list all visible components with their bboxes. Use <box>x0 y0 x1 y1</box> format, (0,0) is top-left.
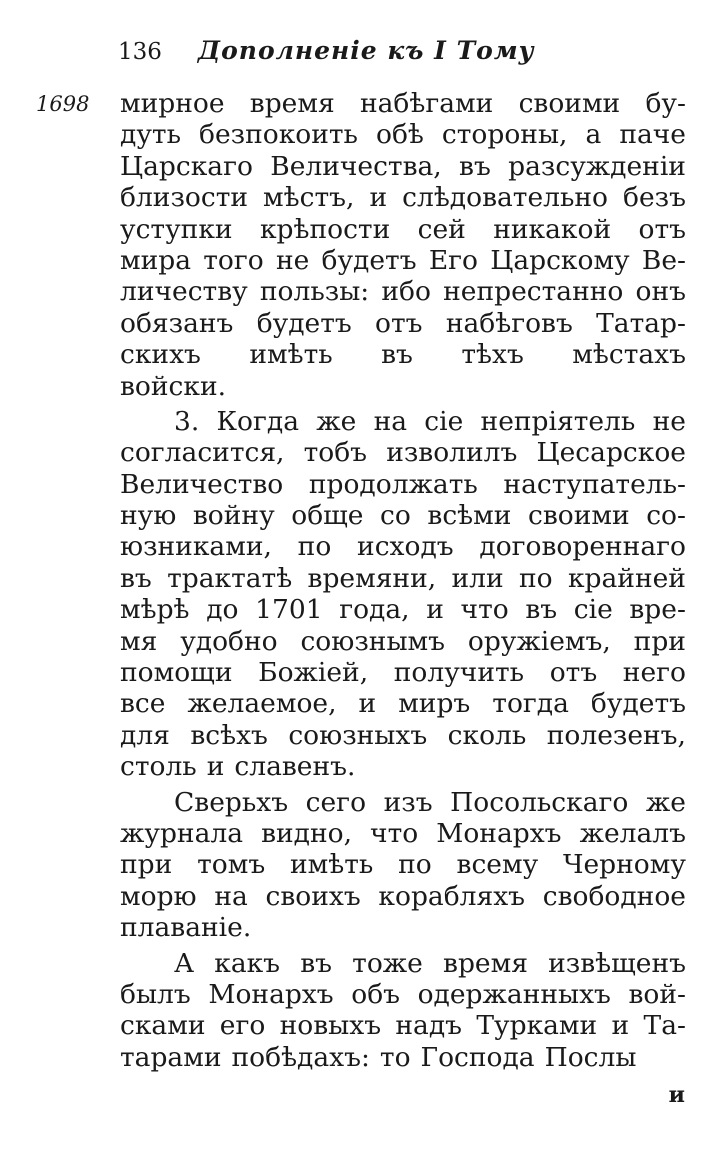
text-line <box>120 371 686 402</box>
word: морю <box>120 880 197 912</box>
word: Цесарское <box>536 437 686 469</box>
text-line <box>120 214 686 245</box>
word: сіе <box>424 405 464 437</box>
text-line <box>120 881 686 912</box>
word: славенъ. <box>234 751 356 783</box>
word: Турками <box>476 1010 598 1042</box>
word: со <box>380 500 411 532</box>
word: мѣрѣ <box>120 594 190 626</box>
word: корабляхъ <box>378 880 526 912</box>
word: Божіей, <box>258 657 369 689</box>
word: въ <box>525 594 558 626</box>
word: полезенъ, <box>546 719 686 751</box>
word: разсужденіи <box>508 150 686 182</box>
word: тѣхъ <box>461 339 524 371</box>
word: набѣгами <box>359 88 494 119</box>
word: года, <box>339 594 410 626</box>
word: скихъ <box>120 339 201 371</box>
word: мирное <box>120 88 225 119</box>
word: Сверьхъ <box>174 786 289 818</box>
word: до <box>206 594 239 626</box>
word: всѣми <box>427 500 512 532</box>
word: Посольскаго <box>450 786 629 818</box>
word: Величество <box>120 468 284 500</box>
word: и <box>369 182 388 214</box>
text-line <box>120 406 686 437</box>
word: былъ <box>120 978 191 1010</box>
word: тогда <box>492 688 569 720</box>
word: будетъ <box>590 688 686 720</box>
word: безпокоить <box>199 119 358 151</box>
word: А <box>174 947 195 979</box>
word: ную <box>120 500 177 532</box>
word: Монархъ <box>208 978 334 1010</box>
word: личеству <box>120 276 248 308</box>
word: видно, <box>261 817 353 849</box>
word: слѣдовательно <box>402 182 609 214</box>
word: союзнымъ <box>300 625 446 657</box>
word: своими <box>518 88 621 119</box>
word: время <box>443 947 528 979</box>
text-line <box>120 948 686 979</box>
word: обязанъ <box>120 307 234 339</box>
text-line <box>120 818 686 849</box>
word: мѣстъ, <box>263 182 355 214</box>
word: юзниками, <box>120 531 272 563</box>
text-line <box>120 720 686 751</box>
word: продолжать <box>308 468 478 500</box>
word: будетъ <box>256 307 352 339</box>
text-line <box>120 531 686 562</box>
word: Царскаго <box>120 150 253 182</box>
word: надъ <box>395 1010 463 1042</box>
word: на <box>373 405 408 437</box>
word: онъ <box>635 276 686 308</box>
word: союзныхъ <box>288 719 428 751</box>
text-line <box>120 626 686 657</box>
word: договореннаго <box>479 531 686 563</box>
word: сего <box>305 786 367 818</box>
word: одержанныхъ <box>417 978 611 1010</box>
word: свободное <box>542 880 686 912</box>
word: въ <box>120 562 152 594</box>
word: войну <box>192 500 275 532</box>
text-line <box>120 787 686 818</box>
word: отъ <box>549 657 598 689</box>
word: новыхъ <box>279 1010 382 1042</box>
word: что <box>460 594 509 626</box>
word: Когда <box>216 405 300 437</box>
word: Послы <box>544 1041 637 1073</box>
word: дуть <box>120 119 181 151</box>
word: плаваніе. <box>120 912 252 944</box>
word: изволилъ <box>386 437 518 469</box>
word: непрестанно <box>443 276 624 308</box>
word: и <box>206 751 225 783</box>
word: паче <box>619 119 686 151</box>
text-line <box>120 182 686 213</box>
word: на <box>214 880 248 912</box>
word: по <box>297 531 332 563</box>
text-line <box>120 119 686 150</box>
word: всему <box>456 849 539 881</box>
word: извѣщенъ <box>548 947 686 979</box>
word: безъ <box>623 182 686 214</box>
word: мя <box>120 625 158 657</box>
word: какъ <box>214 947 281 979</box>
word: миръ <box>398 688 471 720</box>
word: то <box>379 1041 411 1073</box>
text-line <box>120 339 686 370</box>
word: помощи <box>120 657 233 689</box>
body-text <box>120 88 686 1073</box>
text-line <box>120 563 686 594</box>
word: пользы: <box>259 276 370 308</box>
word: будетъ <box>321 244 417 276</box>
text-line <box>120 151 686 182</box>
word: Царскому <box>490 244 630 276</box>
word: мира <box>120 244 192 276</box>
word: него <box>622 657 686 689</box>
word: крайней <box>567 562 686 594</box>
text-line <box>120 1042 686 1073</box>
word: своихъ <box>265 880 361 912</box>
word: сіе <box>573 594 613 626</box>
word: Татар- <box>596 307 686 339</box>
word: имѣть <box>289 849 374 881</box>
text-line <box>120 594 686 625</box>
word: желаемое, <box>187 688 337 720</box>
word: Господа <box>420 1041 535 1073</box>
word: мѣстахъ <box>572 339 686 371</box>
text-line <box>120 500 686 531</box>
word: никакой <box>493 213 612 245</box>
word: отъ <box>638 213 686 245</box>
word: вре- <box>629 594 686 626</box>
word: сками <box>120 1010 206 1042</box>
word: ибо <box>381 276 431 308</box>
text-line <box>120 1010 686 1041</box>
word: Та- <box>643 1010 686 1042</box>
running-title: Дополненіе къ I Тому <box>197 36 535 65</box>
text-line <box>120 245 686 276</box>
word: 1701 <box>255 594 323 626</box>
word: оружіемъ, <box>467 625 611 657</box>
word: 3. <box>174 405 200 437</box>
word: журнала <box>120 817 244 849</box>
word: непріятель <box>480 405 636 437</box>
word: по <box>398 849 432 881</box>
word: Величества, <box>270 150 442 182</box>
word: обще <box>291 500 364 532</box>
word: получить <box>393 657 525 689</box>
word: всѣхъ <box>190 719 268 751</box>
word: наступатель- <box>503 468 686 500</box>
word: набѣговъ <box>445 307 573 339</box>
word: томъ <box>197 849 266 881</box>
word: близости <box>120 182 249 214</box>
word: со- <box>646 500 686 532</box>
text-line <box>120 437 686 468</box>
word: войски. <box>120 370 227 402</box>
word: Черному <box>563 849 686 881</box>
word: своими <box>528 500 630 532</box>
running-header <box>118 36 638 70</box>
text-line <box>120 849 686 880</box>
word: отъ <box>375 307 423 339</box>
word: для <box>120 719 170 751</box>
text-line <box>120 308 686 339</box>
word: при <box>120 849 173 881</box>
word: а <box>585 119 602 151</box>
word: того <box>203 244 264 276</box>
word: Ве- <box>641 244 686 276</box>
catchword: и <box>668 1082 685 1108</box>
word: тарами <box>120 1041 222 1073</box>
word: вой- <box>628 978 686 1010</box>
word: при <box>633 625 686 657</box>
word: трактатѣ <box>167 562 293 594</box>
word: побѣдахъ: <box>231 1041 370 1073</box>
text-line <box>120 657 686 688</box>
text-line <box>120 751 686 782</box>
word: все <box>120 688 166 720</box>
word: въ <box>381 339 413 371</box>
word: изъ <box>383 786 433 818</box>
text-line <box>120 469 686 500</box>
word: тобъ <box>303 437 368 469</box>
word: въ <box>459 150 491 182</box>
word: сколь <box>447 719 527 751</box>
word: по <box>519 562 553 594</box>
word: Монархъ <box>436 817 562 849</box>
word: бу- <box>645 88 686 119</box>
word: тоже <box>352 947 423 979</box>
word: столь <box>120 751 197 783</box>
word: въ <box>300 947 332 979</box>
word: и <box>426 594 444 626</box>
word: его <box>219 1010 266 1042</box>
word: время <box>249 88 335 119</box>
word: что <box>370 817 419 849</box>
text-line <box>120 276 686 307</box>
word: Его <box>428 244 478 276</box>
word: же <box>316 405 357 437</box>
word: исходъ <box>357 531 454 563</box>
word: удобно <box>180 625 278 657</box>
word: и <box>358 688 377 720</box>
word: и <box>611 1010 630 1042</box>
text-line <box>120 912 686 943</box>
word: крѣпости <box>259 213 391 245</box>
word: не <box>652 405 686 437</box>
word: согласится, <box>120 437 285 469</box>
word: времяни, <box>307 562 437 594</box>
word: или <box>451 562 504 594</box>
word: сей <box>417 213 466 245</box>
text-line <box>120 88 686 119</box>
page-number: 136 <box>118 39 162 65</box>
text-line <box>120 688 686 719</box>
word: уступки <box>120 213 233 245</box>
text-line <box>120 979 686 1010</box>
word: имѣть <box>249 339 333 371</box>
word: желалъ <box>579 817 686 849</box>
word: обѣ <box>376 119 424 151</box>
word: объ <box>351 978 401 1010</box>
word: же <box>645 786 686 818</box>
word: не <box>275 244 310 276</box>
word: стороны, <box>441 119 568 151</box>
margin-year: 1698 <box>36 92 90 116</box>
